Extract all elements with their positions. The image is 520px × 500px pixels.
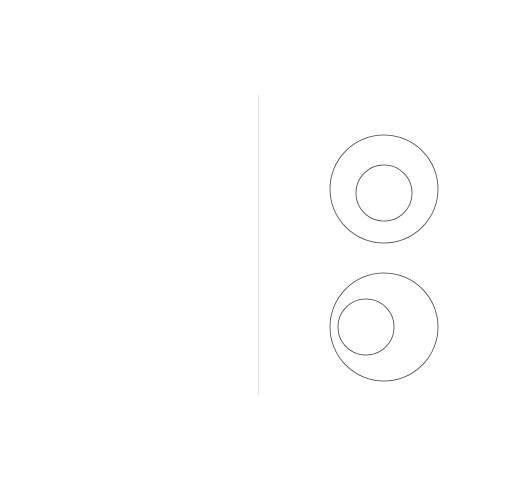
figure1-outer-loop: [330, 135, 438, 243]
figure1-inner-loop: [356, 165, 412, 221]
figure2-inner-loop: [338, 299, 394, 355]
gutter-divider: [258, 95, 259, 395]
figure1-diagram: [262, 123, 502, 253]
left-page: [20, 95, 260, 395]
figure2-diagram: [262, 265, 502, 395]
right-page: [262, 95, 502, 395]
figure2-outer-loop: [330, 273, 438, 381]
